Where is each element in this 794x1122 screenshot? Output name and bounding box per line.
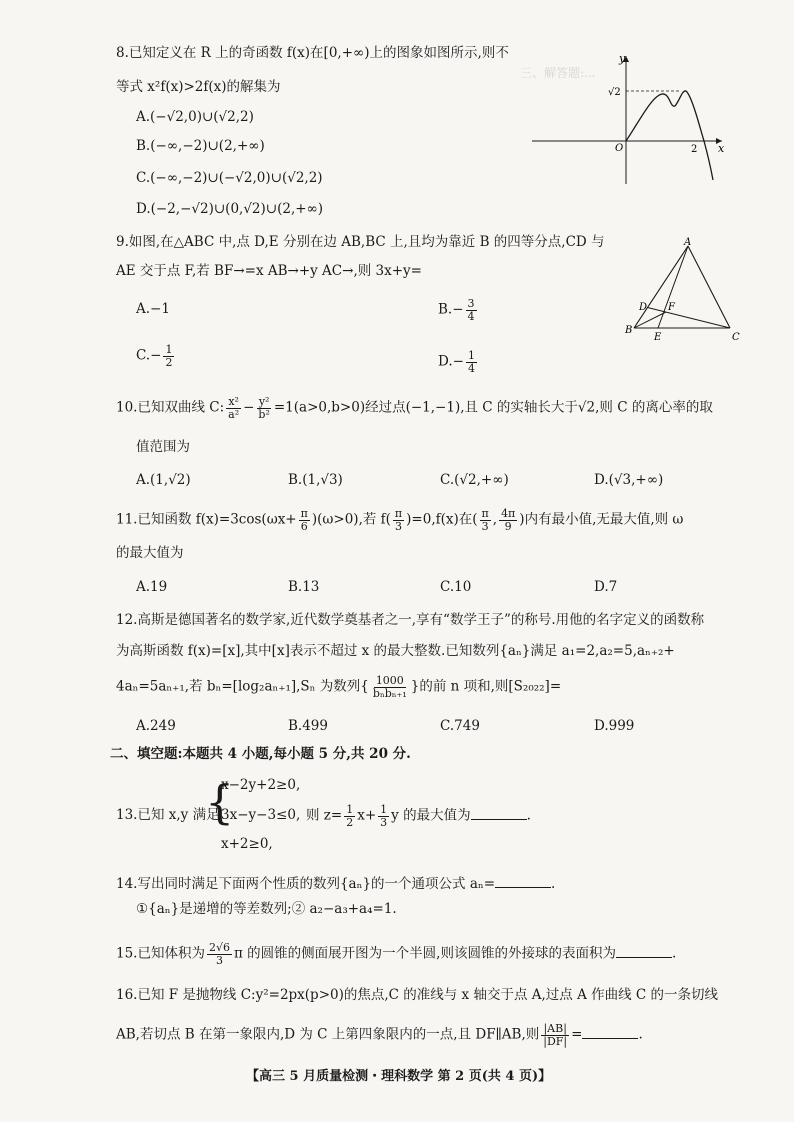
q9-option-b-prefix: B.− bbox=[438, 301, 464, 318]
q9-option-c bbox=[136, 344, 176, 368]
q11-fraction-pi-6 bbox=[299, 508, 310, 532]
x-axis-label: x bbox=[718, 142, 725, 155]
q8-option-a: A.(−√2,0)∪(√2,2) bbox=[136, 109, 254, 125]
side-ac bbox=[688, 246, 730, 328]
q15-answer-blank[interactable] bbox=[616, 945, 672, 958]
fraction-denominator: bₙbₙ₊₁ bbox=[372, 686, 407, 700]
q15-stem bbox=[116, 942, 676, 966]
q11-comma: , bbox=[492, 511, 498, 528]
q10-option-d: D.(√3,+∞) bbox=[594, 472, 664, 488]
fraction-numerator: 2√6 bbox=[208, 941, 230, 954]
point-label-f: F bbox=[668, 302, 675, 313]
q13-middle: x+ bbox=[357, 807, 377, 824]
fraction-denominator: 4 bbox=[467, 361, 475, 375]
q12-prefix: 4aₙ=5aₙ₊₁,若 bₙ=[log₂aₙ₊₁],Sₙ 为数列{ bbox=[116, 678, 369, 695]
tick-label-2: 2 bbox=[691, 144, 698, 155]
q9-option-a: A.−1 bbox=[136, 301, 170, 317]
fraction-denominator: a² bbox=[228, 407, 240, 421]
fraction-denominator: b² bbox=[258, 407, 270, 421]
q10-option-a: A.(1,√2) bbox=[136, 472, 191, 488]
fraction-numerator: π bbox=[394, 507, 403, 520]
q14-stem-line1 bbox=[116, 875, 555, 892]
q16-answer-blank[interactable] bbox=[582, 1026, 638, 1039]
q11-option-d: D.7 bbox=[594, 579, 618, 595]
q16-stem-line2 bbox=[116, 1023, 643, 1047]
vertex-label-b: B bbox=[625, 325, 633, 336]
origin-label: O bbox=[615, 143, 624, 154]
fraction-denominator: 3 bbox=[481, 519, 489, 533]
y-axis-label: y bbox=[619, 52, 626, 65]
fraction-denominator: 9 bbox=[504, 519, 512, 533]
q16-equals: = bbox=[571, 1026, 583, 1043]
q13-fraction-half bbox=[344, 804, 355, 828]
q13-system-brace: { bbox=[205, 775, 235, 829]
tick-label-sqrt2: √2 bbox=[608, 87, 621, 98]
q9-stem-line2: AE 交于点 F,若 BF→=x AB→+y AC→,则 3x+y= bbox=[116, 263, 422, 279]
fraction-numerator: 1 bbox=[467, 349, 475, 362]
q8-option-b: B.(−∞,−2)∪(2,+∞) bbox=[136, 138, 265, 154]
q10-fraction-y bbox=[256, 396, 271, 420]
q13-lead: 13.已知 x,y 满足 bbox=[116, 807, 220, 823]
q8-function-graph bbox=[532, 52, 732, 186]
q12-stem-line1: 12.高斯是德国著名的数学家,近代数学奠基者之一,享有“数学王子”的称号.用他的名字定义的函数称 bbox=[116, 612, 705, 628]
q9-option-c-fraction bbox=[163, 344, 174, 368]
q11-middle-2: )=0,f(x)在( bbox=[406, 511, 478, 528]
q14-answer-blank[interactable] bbox=[495, 875, 551, 888]
q15-end: . bbox=[671, 945, 677, 962]
fraction-denominator: 4 bbox=[467, 309, 475, 323]
q10-prefix: 10.已知双曲线 C: bbox=[116, 399, 225, 416]
fraction-numerator: π bbox=[481, 507, 489, 520]
q10-option-c: C.(√2,+∞) bbox=[440, 472, 509, 488]
q11-option-c: C.10 bbox=[440, 579, 472, 595]
fraction-denominator: 2 bbox=[346, 815, 354, 829]
q9-triangle-diagram bbox=[622, 236, 740, 346]
point-label-d: D bbox=[639, 302, 648, 313]
q11-option-a: A.19 bbox=[136, 579, 168, 595]
fraction-numerator: π bbox=[300, 507, 308, 520]
q11-option-b: B.13 bbox=[288, 579, 320, 595]
q8-stem-line2: 等式 x²f(x)>2f(x)的解集为 bbox=[116, 79, 281, 95]
q15-suffix: π 的圆锥的侧面展开图为一个半圆,则该圆锥的外接球的表面积为 bbox=[234, 945, 616, 962]
q10-fraction-x bbox=[226, 396, 241, 420]
q9-stem-line1: 9.如图,在△ABC 中,点 D,E 分别在边 AB,BC 上,且均为靠近 B 的四等分点,CD 与 bbox=[116, 234, 605, 250]
page-footer: 【高三 5 月质量检测・理科数学 第 2 页(共 4 页)】 bbox=[246, 1069, 552, 1084]
q16-end: . bbox=[638, 1026, 643, 1043]
q8-option-d: D.(−2,−√2)∪(0,√2)∪(2,+∞) bbox=[136, 201, 324, 217]
q12-option-a: A.249 bbox=[136, 718, 176, 734]
section-2-heading: 二、填空题:本题共 4 小题,每小题 5 分,共 20 分. bbox=[110, 746, 411, 762]
q11-middle-1: )(ω>0),若 f( bbox=[311, 511, 391, 528]
q11-prefix: 11.已知函数 f(x)=3cos(ωx+ bbox=[116, 511, 297, 528]
q12-suffix: }的前 n 项和,则[S₂₀₂₂]= bbox=[410, 678, 562, 695]
segment-ae bbox=[658, 246, 688, 328]
fraction-denominator: 3 bbox=[215, 953, 223, 967]
q14-stem-text: 14.写出同时满足下面两个性质的数列{aₙ}的一个通项公式 aₙ= bbox=[116, 876, 496, 892]
q15-fraction-volume bbox=[207, 942, 232, 966]
q13-fraction-third bbox=[378, 804, 389, 828]
fraction-numerator: y² bbox=[258, 395, 270, 408]
q10-stem-line1 bbox=[116, 396, 713, 420]
q16-prefix: AB,若切点 B 在第一象限内,D 为 C 上第四象限内的一点,且 DF∥AB,则 bbox=[116, 1026, 540, 1043]
q15-prefix: 15.已知体积为 bbox=[116, 945, 205, 962]
q13-constraint-3: x+2≥0, bbox=[221, 836, 273, 852]
fraction-denominator: 6 bbox=[300, 519, 308, 533]
q9-option-b-fraction bbox=[466, 298, 477, 322]
q13-end: . bbox=[526, 807, 531, 824]
q12-stem-line2: 为高斯函数 f(x)=[x],其中[x]表示不超过 x 的最大整数.已知数列{aₙ}满足 a₁=2,a₂=5,aₙ₊₂+ bbox=[116, 643, 675, 659]
q9-option-d-prefix: D.− bbox=[438, 353, 464, 370]
fraction-numerator: 1 bbox=[346, 803, 354, 816]
point-label-e: E bbox=[654, 332, 662, 343]
q12-option-b: B.499 bbox=[288, 718, 328, 734]
q13-suffix: y 的最大值为 bbox=[391, 807, 471, 824]
fraction-denominator: 2 bbox=[165, 355, 173, 369]
q14-end: . bbox=[551, 876, 556, 892]
q11-fraction-interval-right bbox=[499, 508, 517, 532]
q11-suffix: )内有最小值,无最大值,则 ω bbox=[519, 511, 684, 528]
fraction-numerator: 1 bbox=[165, 343, 173, 356]
vertex-label-a: A bbox=[684, 237, 692, 248]
q13-objective bbox=[306, 804, 531, 828]
q9-option-d-fraction bbox=[466, 350, 477, 374]
q9-option-c-prefix: C.− bbox=[136, 347, 162, 364]
segment-cd bbox=[648, 308, 731, 329]
fraction-denominator: |DF| bbox=[543, 1034, 568, 1048]
fraction-numerator: 4π bbox=[501, 507, 516, 520]
q13-answer-blank[interactable] bbox=[471, 807, 527, 820]
function-curve bbox=[626, 91, 713, 180]
q9-option-d bbox=[438, 350, 479, 374]
q16-stem-line1: 16.已知 F 是抛物线 C:y²=2px(p>0)的焦点,C 的准线与 x 轴交于点 A,过点 A 作曲线 C 的一条切线 bbox=[116, 987, 719, 1003]
fraction-denominator: 3 bbox=[395, 519, 403, 533]
q10-option-b: B.(1,√3) bbox=[288, 472, 343, 488]
q13-constraint-1: x−2y+2≥0, bbox=[221, 777, 301, 793]
q12-option-c: C.749 bbox=[440, 718, 480, 734]
bleed-through-text: 三、解答题:... bbox=[520, 66, 596, 80]
q12-fraction-sequence bbox=[371, 675, 409, 699]
fraction-numerator: |AB| bbox=[543, 1022, 567, 1035]
q8-option-c: C.(−∞,−2)∪(−√2,0)∪(√2,2) bbox=[136, 170, 323, 186]
q11-stem-line2: 的最大值为 bbox=[116, 545, 184, 561]
q12-stem-line3 bbox=[116, 675, 561, 699]
q10-suffix: =1(a>0,b>0)经过点(−1,−1),且 C 的实轴长大于√2,则 C 的离心率的取 bbox=[273, 399, 713, 416]
q11-stem-line1 bbox=[116, 508, 683, 532]
q10-stem-line2: 值范围为 bbox=[136, 439, 190, 455]
q9-option-b bbox=[438, 298, 479, 322]
fraction-numerator: 1 bbox=[380, 803, 388, 816]
fraction-numerator: 1000 bbox=[375, 674, 404, 687]
q11-fraction-pi-3 bbox=[393, 508, 404, 532]
q10-minus: − bbox=[243, 399, 255, 416]
fraction-numerator: x² bbox=[228, 395, 239, 408]
q16-fraction-ratio bbox=[541, 1023, 569, 1047]
q13-then: 则 z= bbox=[306, 807, 343, 824]
vertex-label-c: C bbox=[732, 332, 740, 343]
fraction-denominator: 3 bbox=[380, 815, 388, 829]
q14-stem-line2: ①{aₙ}是递增的等差数列;② a₂−a₃+a₄=1. bbox=[136, 901, 397, 917]
q13-constraint-2: 3x−y−3≤0, bbox=[221, 807, 301, 823]
q12-option-d: D.999 bbox=[594, 718, 635, 734]
fraction-numerator: 3 bbox=[467, 297, 475, 310]
q8-stem-line1: 8.已知定义在 R 上的奇函数 f(x)在[0,+∞)上的图象如图所示,则不 bbox=[116, 45, 509, 61]
q11-fraction-interval-left bbox=[480, 508, 491, 532]
